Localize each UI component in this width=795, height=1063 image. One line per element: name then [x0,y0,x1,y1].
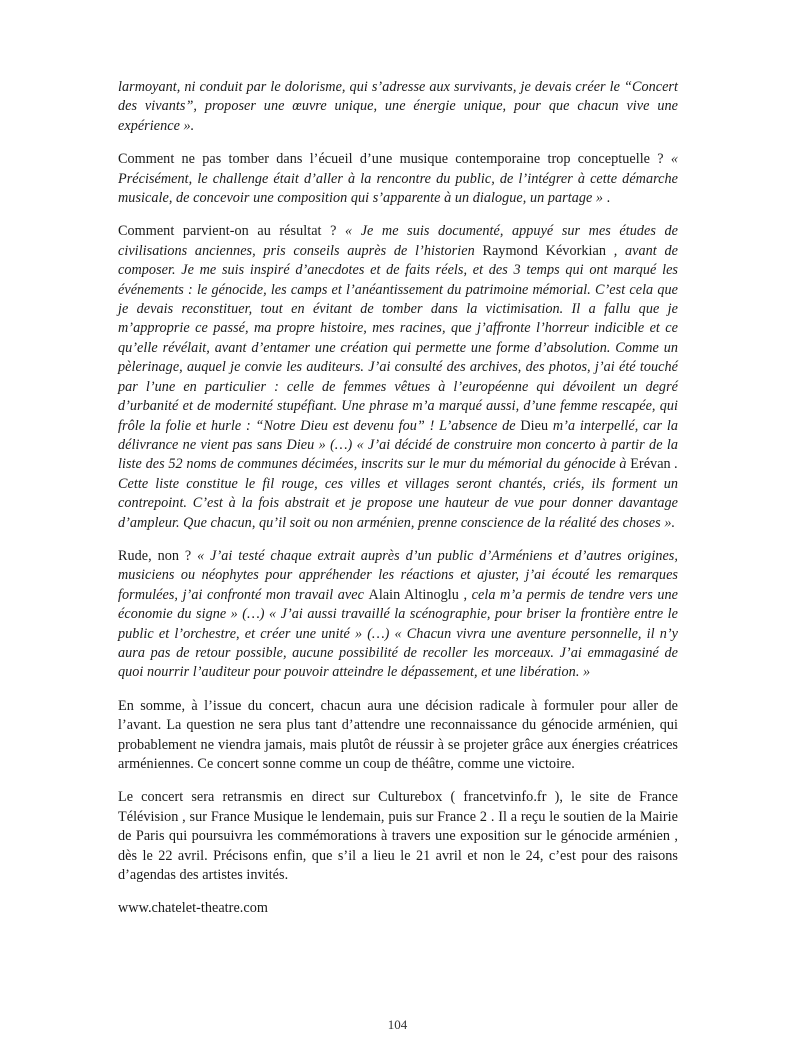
body-text: Rude, non ? [118,547,198,564]
body-text: Alain Altinoglu [368,586,459,603]
quote-text: m’a interpellé, car la délivrance ne vient pas sans Dieu » (…) « J’ai décidé de construire mon concerto à partir de la liste des 52 noms de communes décimées, inscrits sur le mur du mémorial du génocide à [118,417,679,473]
body-text: Raymond Kévorkian [482,242,606,259]
paragraph [118,150,678,208]
paragraph [118,547,678,683]
paragraph [118,78,678,136]
body-text: Comment parvient-on au résultat ? [118,223,345,240]
document-page [118,78,678,933]
page-number: 104 [387,1017,408,1032]
body-text: Erévan [630,456,671,473]
quote-text: , cela m’a permis de tendre vers une économie du signe » (…) « J’ai aussi travaillé la scénographie, pour briser la frontière entre le public et l’orchestre, et créer une unité » (…) « Chacun vivra une aventure personnelle, il n’y aura pas de retour possible, aucune possibilité de recoller les morceaux. J’ai emmagasiné de quoi nourrir l’auditeur pour pouvoir atteindre le dépassement, et une libération. » [118,586,678,681]
quote-text: larmoyant, ni conduit par le dolorisme, qui s’adresse aux survivants, je devais créer le “Concert des vivants”, proposer une œuvre unique, une énergie unique, pour que chacun vive une expérience ». [118,79,678,134]
body-text: Dieu [520,417,549,434]
quote-text: « J’ai testé chaque extrait auprès d’un public d’Arméniens et d’autres origines, musiciens ou néophytes pour appréhender les réactions et ajuster, j’ai écouté les remarques formulées, j’ai confronté mon travail avec [118,547,678,603]
article-body [118,78,678,885]
body-text: . [606,190,611,207]
website-url: www.chatelet-theatre.com [118,900,268,917]
paragraph [118,788,678,885]
quote-text: « Précisément, le challenge était d’aller à la rencontre du public, de l’intégrer à cette démarche musicale, de concevoir une composition qui s’apparente à un dialogue, un partage » [118,151,678,207]
body-text: En somme, à l’issue du concert, chacun aura une décision radicale à formuler pour aller de l’avant. La question ne sera plus tant d’attendre une reconnaissance du génocide arménien, qui probablement ne viendra jamais, mais plutôt de réussir à se projeter grâce aux énergies créatrices arméniennes. Ce concert sonne comme un coup de théâtre, comme une victoire. [118,697,678,772]
paragraph [118,697,678,775]
body-text: Comment ne pas tomber dans l’écueil d’une musique contemporaine trop conceptuelle ? [118,151,671,168]
quote-text: , avant de composer. Je me suis inspiré d’anecdotes et de faits réels, et des 3 temps qui ont marqué les événements : le génocide, les camps et l’anéantissement du patrimoine mémorial. C’est cela que je devais reconstituer, tout en évitant de tomber dans la victimisation. Il a fallu que je m’approprie ce passé, ma propre histoire, mes racines, que j’affronte l’horreur indicible et ce qu’elle révélait, avant d’entamer une création qui permette une forme d’absolution. Comme un pèlerinage, auquel je convie les auditeurs. J’ai consulté des archives, des photos, j’ai été touché par l’une en particulier : celle de femmes vêtues à l’européenne qui dévoilent un degré d’urbanité et de modernité stupéfiant. Une phrase m’a marqué aussi, d’une femme rescapée, qui frôle la folie et hurle : “Notre Dieu est devenu fou” ! L’absence de [118,242,678,434]
quote-text: « Je me suis documenté, appuyé sur mes études de civilisations anciennes, pris conseils auprès de l’historien [118,223,678,259]
quote-text: . Cette liste constitue le fil rouge, ces villes et villages seront chantés, criés, ils forment un contrepoint. C’est à la fois abstrait et je propose une hauteur de vue pour donner davantage d’ampleur. Que chacun, qu’il soit ou non arménien, prenne conscience de la réalité des choses ». [118,456,678,531]
body-text: Le concert sera retransmis en direct sur Culturebox ( francetvinfo.fr ), le site de France Télévision , sur France Musique le lendemain, puis sur France 2 . Il a reçu le soutien de la Mairie de Paris qui poursuivra les commémorations à travers une exposition sur le génocide arménien , dès le 22 avril. Précisons enfin, que s’il a lieu le 21 avril et non le 24, c’est pour des raisons d’agendas des artistes invités. [118,789,678,884]
paragraph [118,222,678,533]
